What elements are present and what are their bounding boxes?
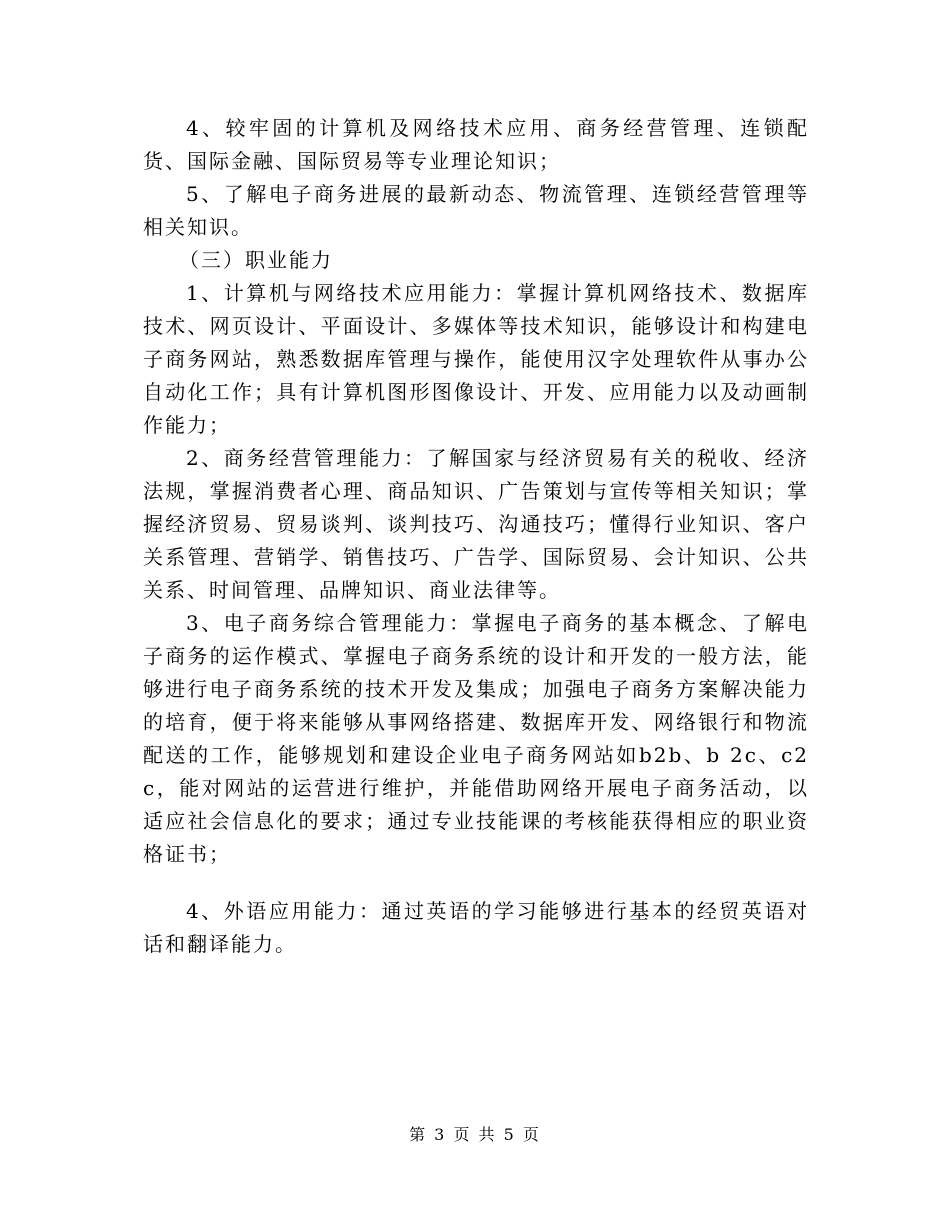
document-body	[143, 112, 809, 961]
paragraph-ability-3: 3、电子商务综合管理能力：掌握电子商务的基本概念、了解电子商务的运作模式、掌握电子商务系统的设计和开发的一般方法，能够进行电子商务系统的技术开发及集成；加强电子商务方案解决能力的培育，便于将来能够从事网络搭建、数据库开发、网络银行和物流配送的工作，能够规划和建设企业电子商务网站如b2b、b 2c、c2c，能对网站的运营进行维护，并能借助网络开展电子商务活动，以适应社会信息化的要求；通过专业技能课的考核能获得相应的职业资格证书；	[143, 611, 809, 866]
paragraph-ability-1: 1、计算机与网络技术应用能力：掌握计算机网络技术、数据库技术、网页设计、平面设计、多媒体等技术知识，能够设计和构建电子商务网站，熟悉数据库管理与操作，能使用汉字处理软件从事办公自动化工作；具有计算机图形图像设计、开发、应用能力以及动画制作能力；	[143, 281, 809, 437]
paragraph-ability-4: 4、外语应用能力：通过英语的学习能够进行基本的经贸英语对话和翻译能力。	[143, 899, 809, 956]
paragraph-knowledge-4: 4、较牢固的计算机及网络技术应用、商务经营管理、连锁配货、国际金融、国际贸易等专业理论知识；	[143, 116, 809, 173]
paragraph-knowledge-5: 5、了解电子商务进展的最新动态、物流管理、连锁经营管理等相关知识。	[143, 182, 809, 239]
paragraph-spacer	[143, 871, 809, 895]
page-number-footer: 第 3 页 共 5 页	[409, 1125, 541, 1144]
paragraph-ability-2: 2、商务经营管理能力：了解国家与经济贸易有关的税收、经济法规，掌握消费者心理、商品知识、广告策划与宣传等相关知识；掌握经济贸易、贸易谈判、谈判技巧、沟通技巧；懂得行业知识、客户关系管理、营销学、销售技巧、广告学、国际贸易、会计知识、公共关系、时间管理、品牌知识、商业法律等。	[143, 446, 809, 602]
section-heading-vocational-ability: （三）职业能力	[179, 248, 333, 272]
